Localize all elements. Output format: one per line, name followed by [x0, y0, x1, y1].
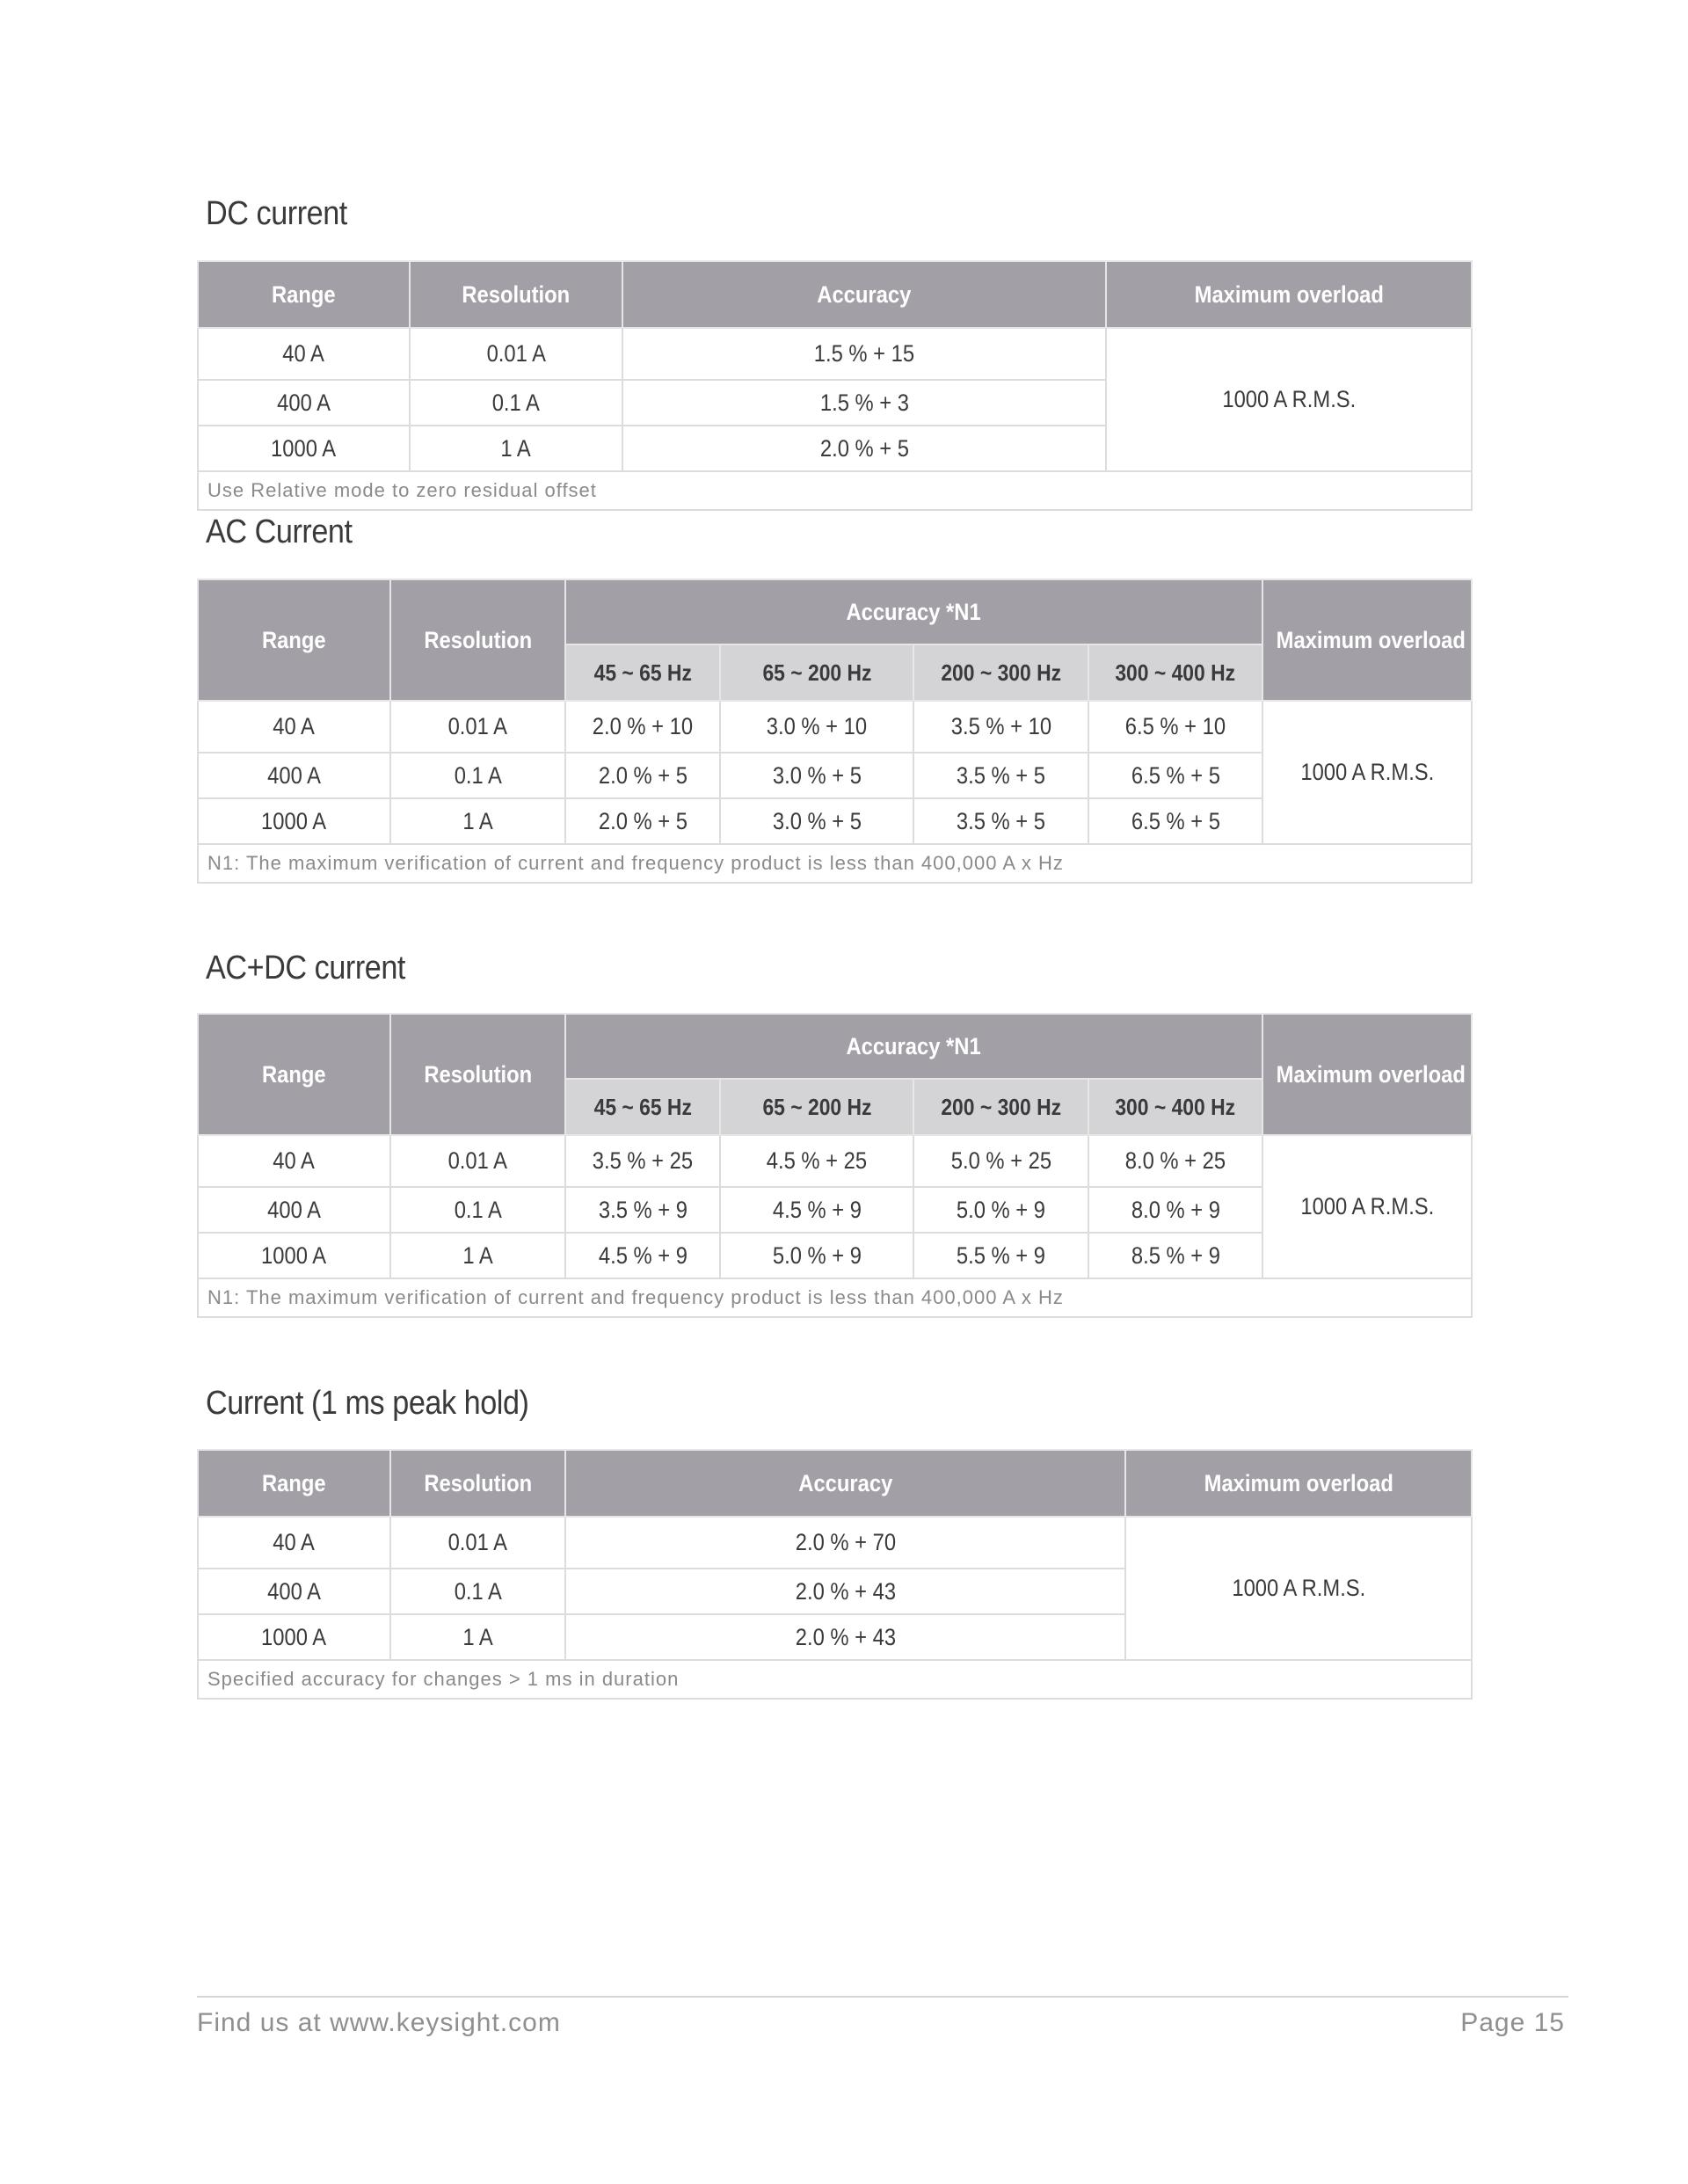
cell-accuracy: 3.0 % + 10 [720, 701, 913, 753]
cell-accuracy: 2.0 % + 43 [565, 1614, 1125, 1660]
table-row [198, 1135, 1472, 1187]
cell-resolution: 0.01 A [390, 1517, 565, 1569]
cell-accuracy: 5.0 % + 9 [720, 1233, 913, 1278]
table-footnote: Use Relative mode to zero residual offset [198, 471, 1472, 510]
cell-accuracy: 6.5 % + 5 [1088, 753, 1262, 798]
cell-resolution: 0.1 A [390, 1569, 565, 1614]
cell-resolution: 0.1 A [410, 380, 622, 426]
cell-resolution: 1 A [390, 1233, 565, 1278]
section-title-ac-current: AC Current [206, 513, 353, 550]
header-freq-300-400: 300 ~ 400 Hz [1088, 644, 1262, 701]
cell-range: 400 A [198, 380, 410, 426]
table-note-row [198, 1660, 1472, 1699]
cell-accuracy: 3.0 % + 5 [720, 798, 913, 844]
cell-accuracy: 3.5 % + 5 [913, 753, 1088, 798]
table-header-row [198, 261, 1472, 328]
header-maximum-overload: Maximum overload [1262, 579, 1472, 701]
header-accuracy: Accuracy *N1 [565, 1014, 1262, 1079]
section-title-dc-current: DC current [206, 195, 347, 232]
header-freq-65-200: 65 ~ 200 Hz [720, 644, 913, 701]
cell-maximum-overload: 1000 A R.M.S. [1262, 1135, 1472, 1278]
cell-accuracy: 1.5 % + 3 [622, 380, 1106, 426]
header-maximum-overload: Maximum overload [1262, 1014, 1472, 1135]
table-row [198, 328, 1472, 380]
table-note-row [198, 1278, 1472, 1317]
table-footnote: N1: The maximum verification of current and frequency product is less than 400,000 A x Hz [198, 844, 1472, 883]
cell-range: 400 A [198, 1187, 390, 1233]
cell-resolution: 0.1 A [390, 753, 565, 798]
table-header-row [198, 1450, 1472, 1517]
cell-resolution: 0.1 A [390, 1187, 565, 1233]
cell-accuracy: 5.5 % + 9 [913, 1233, 1088, 1278]
cell-accuracy: 3.5 % + 25 [565, 1135, 720, 1187]
table-note-row [198, 844, 1472, 883]
cell-range: 40 A [198, 701, 390, 753]
table-footnote: Specified accuracy for changes > 1 ms in duration [198, 1660, 1472, 1699]
cell-accuracy: 8.5 % + 9 [1088, 1233, 1262, 1278]
header-maximum-overload: Maximum overload [1106, 261, 1472, 328]
header-resolution: Resolution [390, 579, 565, 701]
cell-resolution: 1 A [390, 798, 565, 844]
peak-hold-current-table [197, 1449, 1473, 1700]
table-footnote: N1: The maximum verification of current and frequency product is less than 400,000 A x Hz [198, 1278, 1472, 1317]
cell-accuracy: 6.5 % + 5 [1088, 798, 1262, 844]
cell-range: 400 A [198, 1569, 390, 1614]
footer-page-number: Page 15 [1460, 2008, 1565, 2037]
cell-resolution: 1 A [410, 426, 622, 471]
cell-maximum-overload: 1000 A R.M.S. [1125, 1517, 1472, 1660]
cell-accuracy: 2.0 % + 43 [565, 1569, 1125, 1614]
header-resolution: Resolution [390, 1450, 565, 1517]
header-range: Range [198, 261, 410, 328]
cell-accuracy: 3.5 % + 9 [565, 1187, 720, 1233]
cell-accuracy: 2.0 % + 5 [565, 798, 720, 844]
cell-resolution: 0.01 A [410, 328, 622, 380]
cell-resolution: 0.01 A [390, 701, 565, 753]
header-freq-300-400: 300 ~ 400 Hz [1088, 1079, 1262, 1135]
cell-accuracy: 3.5 % + 10 [913, 701, 1088, 753]
section-title-peak-hold: Current (1 ms peak hold) [206, 1385, 529, 1422]
table-header-row [198, 579, 1472, 644]
cell-maximum-overload: 1000 A R.M.S. [1262, 701, 1472, 844]
header-maximum-overload: Maximum overload [1125, 1450, 1472, 1517]
header-resolution: Resolution [410, 261, 622, 328]
header-freq-65-200: 65 ~ 200 Hz [720, 1079, 913, 1135]
section-title-acdc-current: AC+DC current [206, 950, 405, 986]
cell-accuracy: 4.5 % + 25 [720, 1135, 913, 1187]
table-header-row [198, 1014, 1472, 1079]
footer-divider [197, 1996, 1568, 1998]
ac-current-table [197, 579, 1473, 884]
cell-accuracy: 4.5 % + 9 [720, 1187, 913, 1233]
header-range: Range [198, 579, 390, 701]
header-freq-200-300: 200 ~ 300 Hz [913, 644, 1088, 701]
table-note-row [198, 471, 1472, 510]
cell-range: 40 A [198, 328, 410, 380]
header-freq-45-65: 45 ~ 65 Hz [565, 1079, 720, 1135]
header-accuracy: Accuracy [565, 1450, 1125, 1517]
cell-accuracy: 3.5 % + 5 [913, 798, 1088, 844]
cell-range: 1000 A [198, 1614, 390, 1660]
cell-accuracy: 2.0 % + 70 [565, 1517, 1125, 1569]
header-range: Range [198, 1014, 390, 1135]
table-row [198, 701, 1472, 753]
table-row [198, 1517, 1472, 1569]
cell-accuracy: 2.0 % + 10 [565, 701, 720, 753]
header-accuracy: Accuracy [622, 261, 1106, 328]
footer-website-link[interactable]: Find us at www.keysight.com [197, 2008, 561, 2037]
header-freq-200-300: 200 ~ 300 Hz [913, 1079, 1088, 1135]
cell-range: 1000 A [198, 1233, 390, 1278]
cell-range: 40 A [198, 1517, 390, 1569]
header-accuracy: Accuracy *N1 [565, 579, 1262, 644]
header-range: Range [198, 1450, 390, 1517]
cell-accuracy: 5.0 % + 9 [913, 1187, 1088, 1233]
acdc-current-table [197, 1013, 1473, 1318]
cell-range: 400 A [198, 753, 390, 798]
cell-accuracy: 3.0 % + 5 [720, 753, 913, 798]
cell-accuracy: 1.5 % + 15 [622, 328, 1106, 380]
cell-maximum-overload: 1000 A R.M.S. [1106, 328, 1472, 471]
header-freq-45-65: 45 ~ 65 Hz [565, 644, 720, 701]
cell-accuracy: 5.0 % + 25 [913, 1135, 1088, 1187]
cell-range: 40 A [198, 1135, 390, 1187]
dc-current-table [197, 260, 1473, 511]
cell-accuracy: 2.0 % + 5 [565, 753, 720, 798]
cell-resolution: 1 A [390, 1614, 565, 1660]
cell-accuracy: 6.5 % + 10 [1088, 701, 1262, 753]
cell-range: 1000 A [198, 426, 410, 471]
header-resolution: Resolution [390, 1014, 565, 1135]
cell-accuracy: 8.0 % + 9 [1088, 1187, 1262, 1233]
cell-accuracy: 2.0 % + 5 [622, 426, 1106, 471]
cell-resolution: 0.01 A [390, 1135, 565, 1187]
cell-range: 1000 A [198, 798, 390, 844]
cell-accuracy: 8.0 % + 25 [1088, 1135, 1262, 1187]
cell-accuracy: 4.5 % + 9 [565, 1233, 720, 1278]
